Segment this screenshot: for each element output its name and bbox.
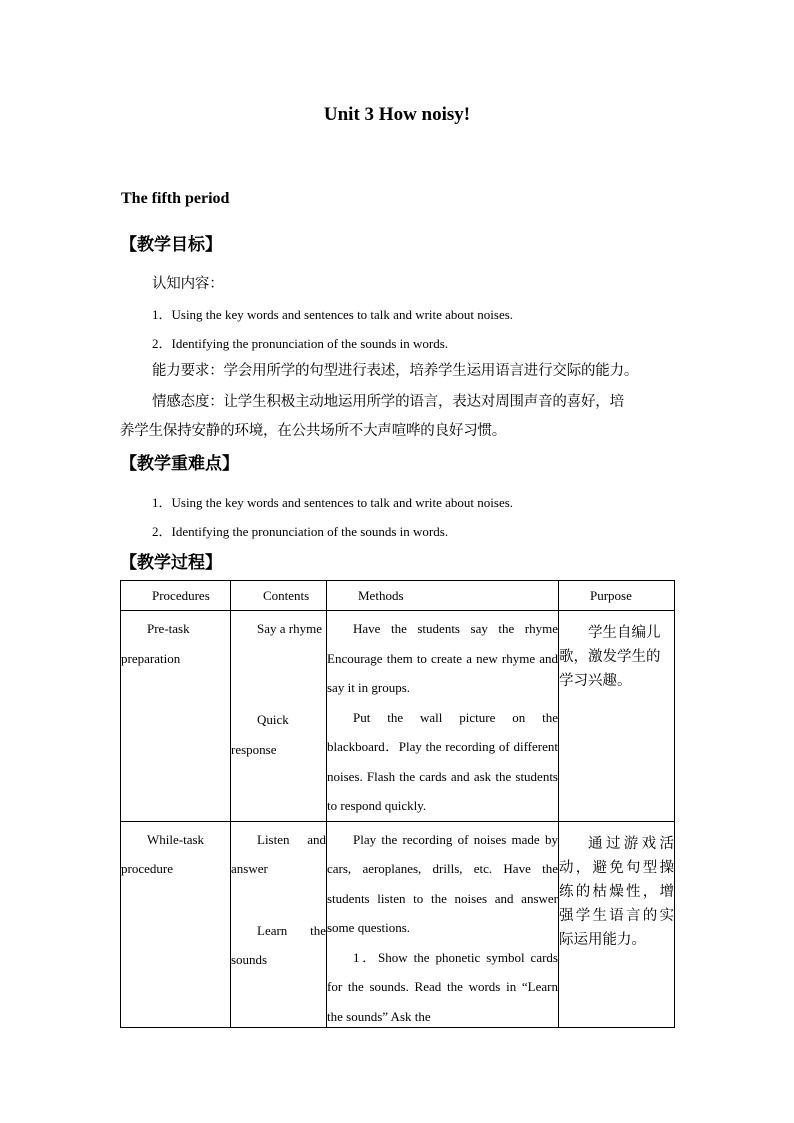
content-item: Learn the sounds (231, 922, 326, 967)
header-procedures: Procedures (121, 581, 231, 611)
content-item: Quick response (231, 712, 289, 757)
header-contents: Contents (231, 581, 327, 611)
purpose-cell (559, 611, 675, 822)
ability-requirement: 能力要求：学会用所学的句型进行表述，培养学生运用语言进行交际的能力。 (152, 363, 639, 379)
attitude-line-1: 情感态度：让学生积极主动地运用所学的语言，表达对周围声音的喜好，培 (152, 394, 624, 410)
objective-item-1: 1．Using the key words and sentences to talk and write about noises. (152, 307, 514, 322)
header-methods: Methods (327, 581, 559, 611)
key-points-heading: 【教学重难点】 (120, 454, 239, 474)
contents-cell (231, 611, 327, 822)
method-item: Play the recording of noises made by cars, aeroplanes, drills, etc. Have the students listen to the noises and answer some questions. (327, 831, 558, 935)
attitude-line-2: 养学生保持安静的环境，在公共场所不大声喧哗的良好习惯。 (120, 423, 507, 439)
objective-item-2: 2．Identifying the pronunciation of the sounds in words. (152, 336, 449, 351)
content-item: Listen and answer (231, 831, 326, 876)
period-subtitle: The fifth period (121, 190, 230, 207)
method-item: Put the wall picture on the blackboard．Play the recording of different noises. Flash the cards and ask the students to respond quickly. (327, 709, 558, 813)
method-item: Have the students say the rhyme Encourage them to create a new rhyme and say it in groups. (327, 621, 558, 695)
purpose-text: 学生自编儿歌，激发学生的学习兴趣。 (559, 625, 661, 689)
procedure-cell (121, 821, 231, 1027)
document-title: Unit 3 How noisy! (323, 104, 471, 125)
key-point-item-1: 1．Using the key words and sentences to talk and write about noises. (152, 495, 514, 510)
procedure-text: While-task procedure (121, 831, 205, 876)
content-item: Say a rhyme (257, 621, 322, 636)
cognitive-label: 认知内容： (152, 276, 224, 292)
teaching-process-table (120, 580, 675, 1028)
table-row (121, 821, 675, 1027)
purpose-text: 通过游戏活动，避免句型操练的枯燥性，增强学生语言的实际运用能力。 (559, 835, 674, 948)
key-point-item-2: 2．Identifying the pronunciation of the sounds in words. (152, 524, 449, 539)
methods-cell (327, 611, 559, 822)
methods-cell (327, 821, 559, 1027)
table-row (121, 611, 675, 822)
procedure-cell (121, 611, 231, 822)
process-heading: 【教学过程】 (120, 553, 222, 573)
method-item: 1．Show the phonetic symbol cards for the sounds. Read the words in “Learn the sounds” Ask the (327, 949, 558, 1024)
objectives-heading: 【教学目标】 (120, 235, 222, 255)
purpose-cell (559, 821, 675, 1027)
table-header-row (121, 581, 675, 611)
contents-cell (231, 821, 327, 1027)
header-purpose: Purpose (559, 581, 675, 611)
procedure-text: Pre-task preparation (121, 621, 190, 666)
